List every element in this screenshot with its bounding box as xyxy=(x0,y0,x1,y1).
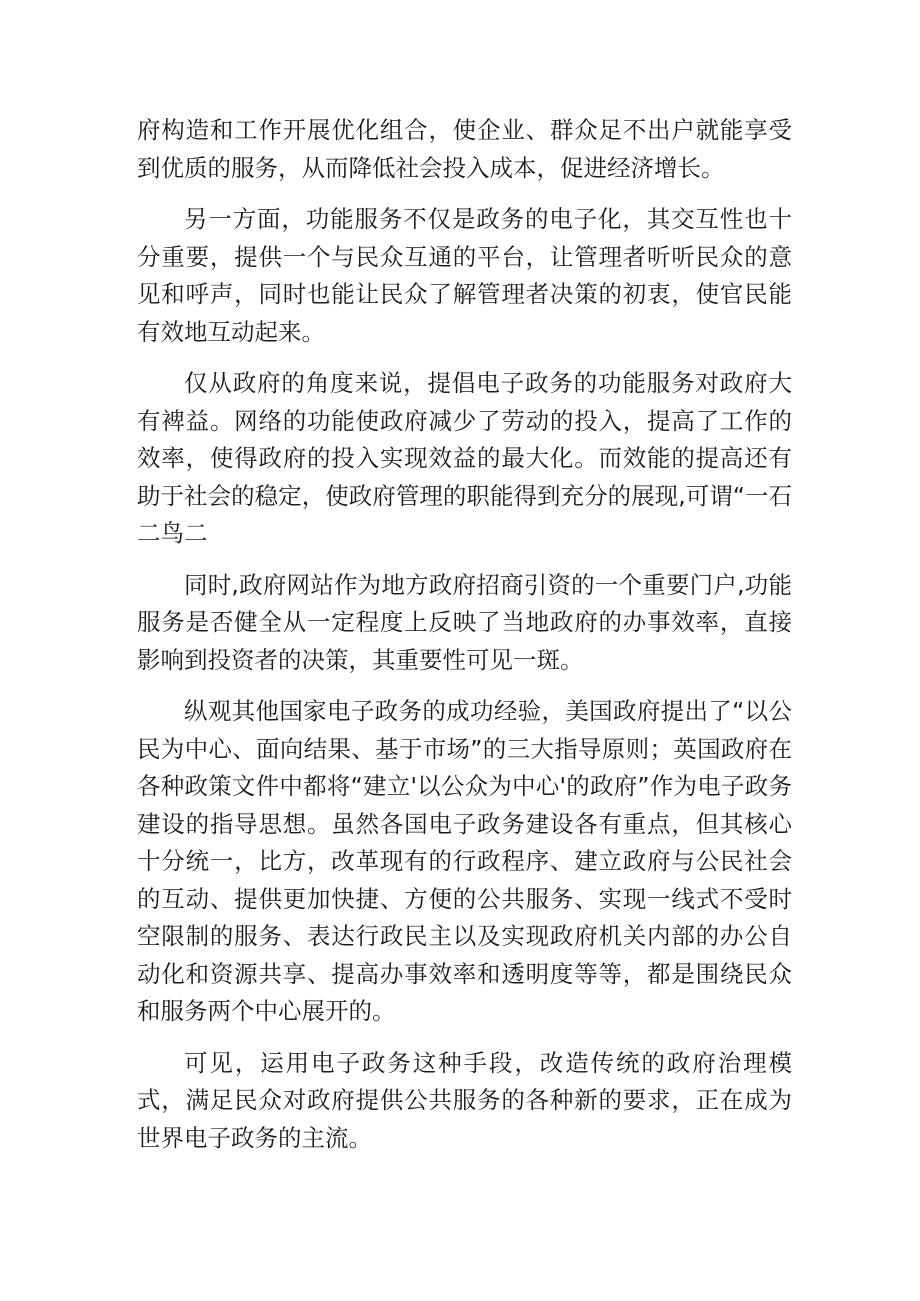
paragraph-3: 仅从政府的角度来说，提倡电子政务的功能服务对政府大有裨益。网络的功能使政府减少了劳动的投入，提高了工作的效率，使得政府的投入实现效益的最大化。而效能的提高还有助于社会的稳定，使政府管理的职能得到充分的展现,可谓“一石二鸟二 xyxy=(137,369,792,547)
paragraph-6: 可见，运用电子政务这种手段，改造传统的政府治理模式，满足民众对政府提供公共服务的各种新的要求，正在成为世界电子政务的主流。 xyxy=(137,1048,792,1152)
paragraph-5: 纵观其他国家电子政务的成功经验，美国政府提出了“以公民为中心、面向结果、基于市场”的三大指导原则；英国政府在各种政策文件中都将“建立'以公众为中心'的政府”作为电子政务建设的指导思想。虽然各国电子政务建设各有重点，但其核心十分统一，比方，改革现有的行政程序、建立政府与公民社会的互动、提供更加快捷、方便的公共服务、实现一线式不受时空限制的服务、表达行政民主以及实现政府机关内部的办公自动化和资源共享、提高办事效率和透明度等等，都是围绕民众和服务两个中心展开的。 xyxy=(137,697,792,1025)
paragraph-2: 另一方面，功能服务不仅是政务的电子化，其交互性也十分重要，提供一个与民众互通的平台，让管理者听听民众的意见和呼声，同时也能让民众了解管理者决策的初衷，使官民能有效地互动起来。 xyxy=(137,205,792,346)
paragraph-1: 府构造和工作开展优化组合，使企业、群众足不出户就能享受到优质的服务，从而降低社会投入成本，促进经济增长。 xyxy=(137,116,792,182)
paragraph-4: 同时,政府网站作为地方政府招商引资的一个重要门户,功能服务是否健全从一定程度上反映了当地政府的办事效率，直接影响到投资者的决策，其重要性可见一斑。 xyxy=(137,570,792,674)
document-body xyxy=(137,112,792,1171)
